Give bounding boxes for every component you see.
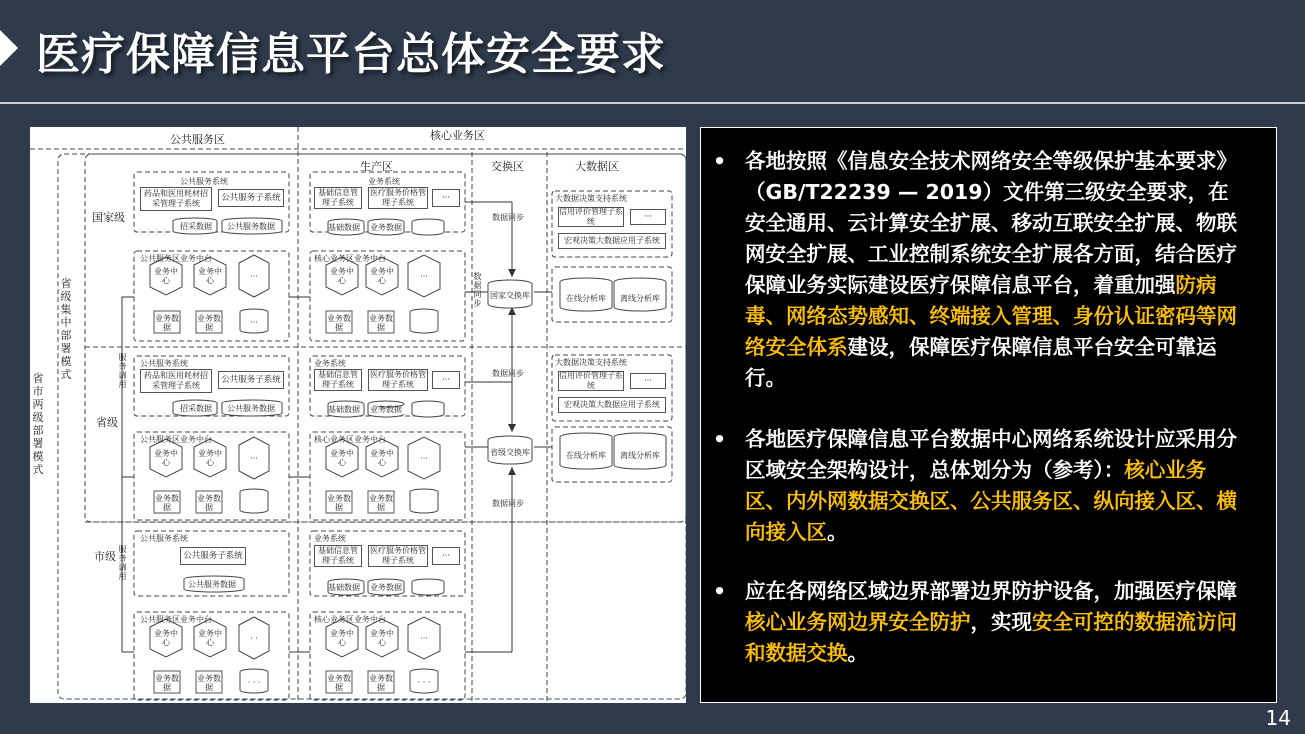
biz-system-title: 业务系统 [314, 534, 346, 543]
public-center-title: 公共服务区业务中台 [140, 254, 212, 263]
data-sync-label: 数据同步 [492, 213, 524, 222]
ellipsis-box: ··· [630, 209, 666, 225]
zone-public-label: 公共服务区 [170, 133, 225, 146]
basic-data-label: 基础数据 [328, 405, 360, 414]
online-db: 在线分析库 [566, 293, 606, 303]
biz-center-hex: 业务中心 [154, 449, 178, 467]
biz-center-hex: 业务中心 [198, 267, 222, 285]
biz-center-hex: 业务中心 [370, 629, 394, 647]
biz-data-label: 业务数据 [370, 405, 402, 414]
basic-data-label: 基础数据 [328, 223, 360, 232]
ellipsis-cyl: ··· [250, 317, 258, 327]
biz-data-box: 业务数据 [327, 314, 351, 332]
bigdata-system-title: 大数据决策支持系统 [555, 358, 627, 367]
public-data-label: 公共服务数据 [227, 404, 275, 413]
macro-sys-box: 宏观决策大数据应用子系统 [558, 233, 666, 249]
price-mgmt-box: 医疗服务价格管理子系统 [370, 188, 426, 207]
ellipsis-hex: ··· [420, 453, 428, 463]
biz-data-box: 业务数据 [369, 314, 393, 332]
biz-system-title: 业务系统 [368, 177, 400, 186]
bullet-dot: • [713, 149, 727, 173]
biz-data-box: 业务数据 [155, 314, 179, 332]
level-national-label: 国家级 [92, 211, 125, 224]
offline-db: 离线分析库 [620, 450, 660, 460]
ellipsis-hex: ··· [250, 453, 258, 463]
service-call-label-city: 服务调用 [118, 545, 127, 581]
data-sync-label: 数据同步 [492, 499, 524, 508]
price-mgmt-box: 医疗服务价格管理子系统 [370, 370, 426, 389]
data-sync-label: 数据同步 [492, 369, 524, 378]
biz-center-hex: 业务中心 [370, 267, 394, 285]
architecture-diagram [30, 127, 686, 703]
biz-center-hex: 业务中心 [154, 629, 178, 647]
ellipsis-cyl: · · · [247, 677, 261, 687]
chevron-right-icon [0, 30, 18, 66]
bullet-dot: • [713, 579, 727, 603]
data-sync-vert-label: 数据同步 [473, 272, 482, 308]
title-bar [0, 0, 1305, 100]
level-city-label: 市级 [94, 550, 116, 563]
drug-mgmt-box: 药品和医用耗材招采管理子系统 [140, 369, 212, 393]
biz-data-box: 业务数据 [369, 674, 393, 692]
ellipsis-box: ··· [432, 189, 460, 207]
biz-center-hex: 业务中心 [330, 449, 354, 467]
biz-data-box: 业务数据 [369, 494, 393, 512]
bullet-1-text: 各地按照《信息安全技术网络安全等级保护基本要求》（GB/T22239 — 2019）文件第三级安全要求，在安全通用、云计算安全扩展、移动互联安全扩展、物联网安全扩展、工业控制系统安全扩展各方面，结合医疗保障业务实际建设医疗保障信息平台，着重加强防病毒、网络态势感知、终端接入管理、身份认证密码等网络安全体系建设，保障医疗保障信息平台安全可靠运行。 [745, 149, 1237, 390]
zone-bigdata-label: 大数据区 [575, 160, 619, 173]
public-system-title: 公共服务系统 [140, 359, 188, 368]
biz-center-hex: 业务中心 [330, 267, 354, 285]
public-center-title: 公共服务区业务中台 [140, 435, 212, 444]
page-title: 医疗保障信息平台总体安全要求 [36, 29, 666, 80]
bullet-2 [713, 424, 1241, 548]
biz-data-box: 业务数据 [327, 494, 351, 512]
zone-exchange-label: 交换区 [491, 160, 524, 173]
bullet-1 [713, 146, 1241, 394]
online-db: 在线分析库 [566, 450, 606, 460]
national-exchange-db: 国家交换库 [490, 290, 530, 300]
procure-data-label: 招采数据 [180, 404, 212, 413]
ellipsis-hex: ··· [420, 633, 428, 643]
biz-system-title: 业务系统 [314, 359, 346, 368]
ellipsis-cyl: · · · [417, 677, 431, 687]
public-sub-box: 公共服务子系统 [218, 189, 284, 207]
bullet-2-text: 各地医疗保障信息平台数据中心网络系统设计应采用分区域安全架构设计，总体划分为（参考）：核心业务区、内外网数据交换区、公共服务区、纵向接入区、横向接入区。 [745, 427, 1237, 544]
biz-center-hex: 业务中心 [154, 267, 178, 285]
bigdata-system-title: 大数据决策支持系统 [555, 194, 627, 203]
biz-center-hex: 业务中心 [198, 449, 222, 467]
biz-data-box: 业务数据 [155, 674, 179, 692]
offline-db: 离线分析库 [620, 293, 660, 303]
public-data-label: 公共服务数据 [188, 580, 236, 589]
biz-center-hex: 业务中心 [330, 629, 354, 647]
biz-data-box: 业务数据 [197, 494, 221, 512]
ellipsis-hex: ··· [250, 271, 258, 281]
credit-mgmt-box: 信用评价管理子系统 [559, 207, 623, 226]
basic-info-box: 基础信息管理子系统 [314, 187, 362, 209]
price-mgmt-box: 医疗服务价格管理子系统 [370, 546, 426, 565]
public-system-title: 公共服务系统 [180, 177, 228, 186]
zone-production-label: 生产区 [360, 160, 393, 173]
public-center-title: 公共服务区业务中台 [140, 615, 212, 624]
drug-mgmt-box: 药品和医用耗材招采管理子系统 [140, 187, 212, 211]
page-number: 14 [1265, 706, 1291, 730]
ellipsis-hex: ··· [420, 271, 428, 281]
public-sub-box: 公共服务子系统 [180, 547, 246, 565]
basic-info-box: 基础信息管理子系统 [314, 545, 362, 567]
zone-core-label: 核心业务区 [430, 129, 485, 142]
bullet-dot: • [713, 427, 727, 451]
core-center-title: 核心业务区业务中台 [314, 615, 386, 624]
biz-data-label: 业务数据 [370, 223, 402, 232]
requirements-panel [700, 127, 1277, 703]
outer-mode-label: 省市两级部署模式 [32, 372, 44, 476]
biz-data-label: 业务数据 [370, 583, 402, 592]
macro-sys-box: 宏观决策大数据应用子系统 [558, 397, 666, 413]
procure-data-label: 招采数据 [180, 222, 212, 231]
public-system-title: 公共服务系统 [140, 534, 188, 543]
ellipsis-box: ··· [432, 371, 460, 389]
province-exchange-db: 省级交换库 [490, 447, 530, 457]
core-center-title: 核心业务区业务中台 [314, 435, 386, 444]
public-sub-box: 公共服务子系统 [218, 371, 284, 389]
ellipsis-box: ··· [432, 547, 460, 565]
bullet-3-text: 应在各网络区域边界部署边界防护设备，加强医疗保障核心业务网边界安全防护，实现安全可控的数据流访问和数据交换。 [745, 579, 1237, 665]
service-call-label: 服务调用 [118, 353, 127, 389]
biz-data-box: 业务数据 [197, 314, 221, 332]
basic-info-box: 基础信息管理子系统 [314, 369, 362, 391]
ellipsis-hex: · · [250, 633, 258, 643]
biz-data-box: 业务数据 [197, 674, 221, 692]
level-province-label: 省级 [96, 416, 118, 429]
biz-center-hex: 业务中心 [370, 449, 394, 467]
core-center-title: 核心业务区业务中台 [314, 254, 386, 263]
title-divider [0, 102, 1305, 104]
biz-data-box: 业务数据 [327, 674, 351, 692]
inner-mode-label: 省级集中部署模式 [60, 277, 72, 381]
bullet-3 [713, 576, 1241, 669]
ellipsis-box: ··· [630, 373, 666, 389]
credit-mgmt-box: 信用评价管理子系统 [559, 371, 623, 390]
basic-data-label: 基础数据 [328, 583, 360, 592]
biz-center-hex: 业务中心 [198, 629, 222, 647]
biz-data-box: 业务数据 [155, 494, 179, 512]
public-data-label: 公共服务数据 [227, 222, 275, 231]
